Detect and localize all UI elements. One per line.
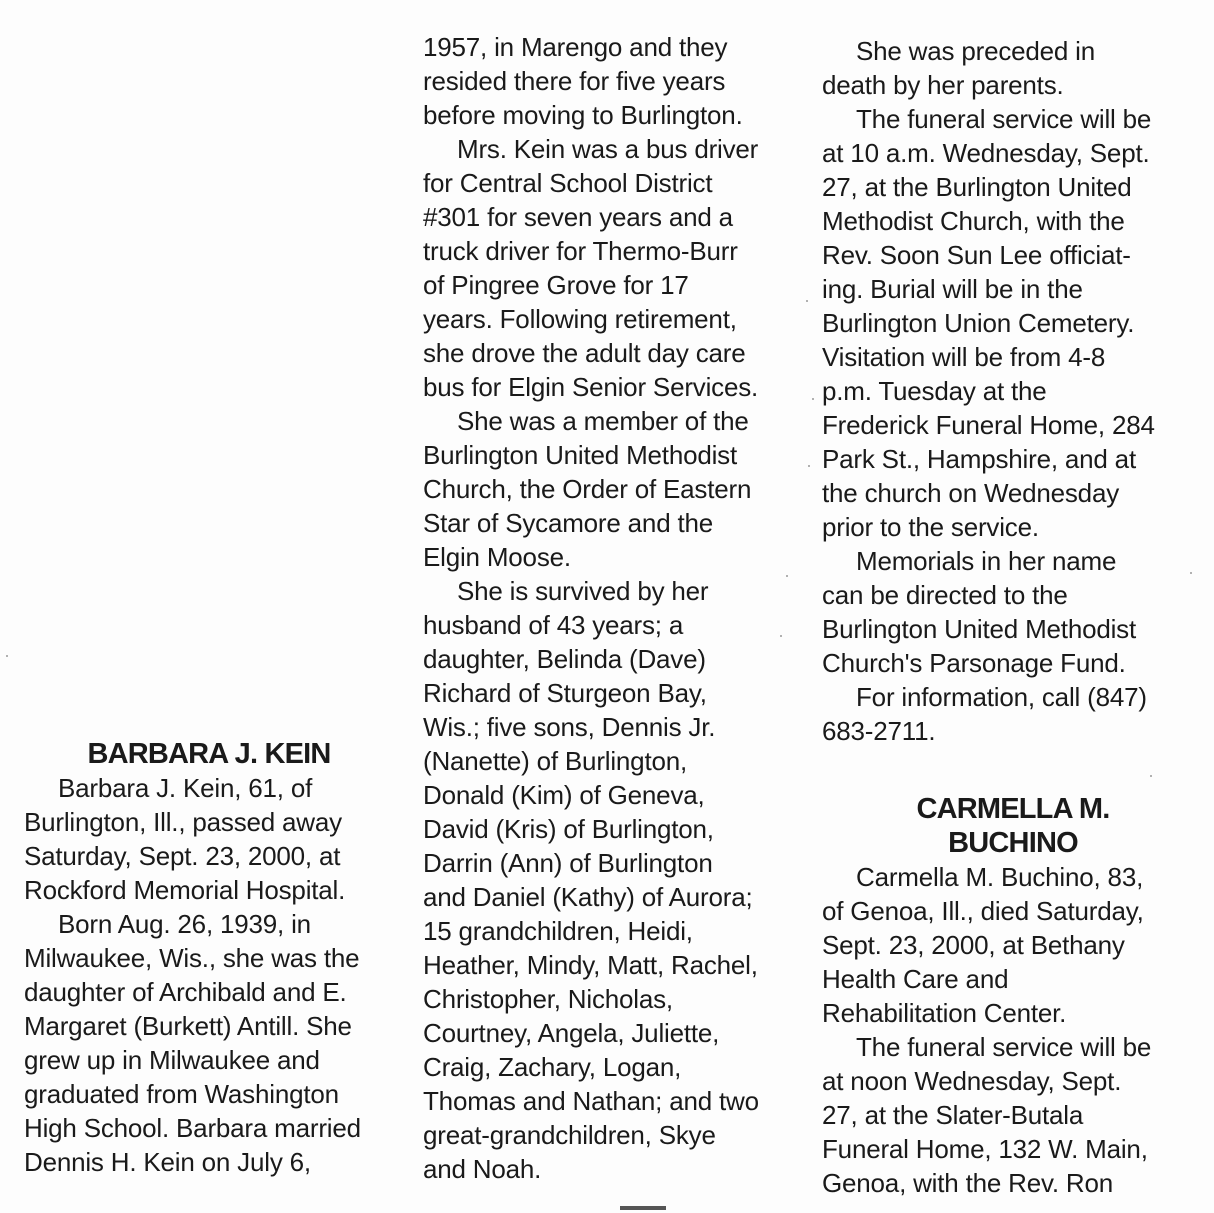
text-line: Milwaukee, Wis., she was the xyxy=(24,943,360,973)
text-line: Burlington United Methodist xyxy=(423,440,738,470)
text-line: Christopher, Nicholas, xyxy=(423,984,673,1014)
text-line: Church's Parsonage Fund. xyxy=(822,648,1126,678)
text-line: resided there for five years xyxy=(423,66,726,96)
text-line: 15 grandchildren, Heidi, xyxy=(423,916,693,946)
column-1 xyxy=(24,737,394,1179)
text-line: at noon Wednesday, Sept. xyxy=(822,1066,1122,1096)
text-line: Burlington Union Cemetery. xyxy=(822,308,1135,338)
text-line: daughter, Belinda (Dave) xyxy=(423,644,706,674)
text-line: the church on Wednesday xyxy=(822,478,1120,508)
text-line: Health Care and xyxy=(822,964,1009,994)
text-line: truck driver for Thermo-Burr xyxy=(423,236,738,266)
text-line: daughter of Archibald and E. xyxy=(24,977,347,1007)
text-line: she drove the adult day care xyxy=(423,338,746,368)
scan-speck xyxy=(806,300,808,302)
text-line: Heather, Mindy, Matt, Rachel, xyxy=(423,950,758,980)
text-line: Elgin Moose. xyxy=(423,542,571,572)
text-line: Church, the Order of Eastern xyxy=(423,474,752,504)
column-3 xyxy=(822,34,1194,1200)
text-line: Dennis H. Kein on July 6, xyxy=(24,1147,311,1177)
text-line: She was a member of the xyxy=(457,406,749,436)
text-line: Star of Sycamore and the xyxy=(423,508,714,538)
text-line: 683-2711. xyxy=(822,716,936,746)
headline-line: BUCHINO xyxy=(948,827,1078,859)
scan-speck xyxy=(786,575,788,577)
text-line: 27, at the Slater-Butala xyxy=(822,1100,1084,1130)
text-line: She was preceded in xyxy=(856,36,1096,66)
text-line: Rev. Soon Sun Lee officiat- xyxy=(822,240,1131,270)
text-line: for Central School District xyxy=(423,168,713,198)
text-line: (Nanette) of Burlington, xyxy=(423,746,688,776)
text-line: Mrs. Kein was a bus driver xyxy=(457,134,759,164)
text-line: and Noah. xyxy=(423,1154,542,1184)
text-line: years. Following retirement, xyxy=(423,304,737,334)
text-line: She is survived by her xyxy=(457,576,709,606)
text-line: of Genoa, Ill., died Saturday, xyxy=(822,896,1144,926)
text-line: prior to the service. xyxy=(822,512,1039,542)
text-line: Saturday, Sept. 23, 2000, at xyxy=(24,841,341,871)
obituary-headline-carmella-buchino xyxy=(822,792,1194,860)
text-line: ing. Burial will be in the xyxy=(822,274,1083,304)
scan-speck xyxy=(780,635,782,637)
text-line: Rehabilitation Center. xyxy=(822,998,1067,1028)
scan-speck xyxy=(1190,572,1192,574)
scan-speck xyxy=(812,398,814,400)
text-line: Thomas and Nathan; and two xyxy=(423,1086,759,1116)
text-line: grew up in Milwaukee and xyxy=(24,1045,320,1075)
text-line: Frederick Funeral Home, 284 xyxy=(822,410,1155,440)
column-rule xyxy=(620,1206,666,1210)
text-line: husband of 43 years; a xyxy=(423,610,684,640)
text-line: before moving to Burlington. xyxy=(423,100,743,130)
text-line: great-grandchildren, Skye xyxy=(423,1120,716,1150)
scan-speck xyxy=(808,465,810,467)
text-line: Richard of Sturgeon Bay, xyxy=(423,678,707,708)
text-line: Burlington, Ill., passed away xyxy=(24,807,342,837)
text-line: Funeral Home, 132 W. Main, xyxy=(822,1134,1148,1164)
text-line: graduated from Washington xyxy=(24,1079,339,1109)
text-line: can be directed to the xyxy=(822,580,1068,610)
text-line: Born Aug. 26, 1939, in xyxy=(58,909,311,939)
text-line: Courtney, Angela, Juliette, xyxy=(423,1018,720,1048)
text-line: The funeral service will be xyxy=(856,1032,1152,1062)
text-line: bus for Elgin Senior Services. xyxy=(423,372,759,402)
text-line: death by her parents. xyxy=(822,70,1064,100)
text-line: Genoa, with the Rev. Ron xyxy=(822,1168,1113,1198)
text-line: Methodist Church, with the xyxy=(822,206,1125,236)
column-2 xyxy=(423,30,795,1186)
text-line: Sept. 23, 2000, at Bethany xyxy=(822,930,1125,960)
scan-speck xyxy=(1150,775,1152,777)
text-line: Margaret (Burkett) Antill. She xyxy=(24,1011,352,1041)
text-line: 1957, in Marengo and they xyxy=(423,32,728,62)
text-line: Darrin (Ann) of Burlington xyxy=(423,848,713,878)
text-line: 27, at the Burlington United xyxy=(822,172,1132,202)
text-line: p.m. Tuesday at the xyxy=(822,376,1047,406)
text-line: of Pingree Grove for 17 xyxy=(423,270,689,300)
text-line: #301 for seven years and a xyxy=(423,202,733,232)
text-line: For information, call (847) xyxy=(856,682,1147,712)
text-line: and Daniel (Kathy) of Aurora; xyxy=(423,882,753,912)
text-line: Craig, Zachary, Logan, xyxy=(423,1052,682,1082)
text-line: at 10 a.m. Wednesday, Sept. xyxy=(822,138,1150,168)
obituary-headline-barbara-kein: BARBARA J. KEIN xyxy=(87,738,331,770)
text-line: Barbara J. Kein, 61, of xyxy=(58,773,313,803)
text-line: Carmella M. Buchino, 83, xyxy=(856,862,1144,892)
text-line: Visitation will be from 4-8 xyxy=(822,342,1106,372)
headline-line: CARMELLA M. xyxy=(916,793,1110,825)
text-line: Wis.; five sons, Dennis Jr. xyxy=(423,712,716,742)
text-line: The funeral service will be xyxy=(856,104,1152,134)
text-line: Donald (Kim) of Geneva, xyxy=(423,780,705,810)
text-line: Burlington United Methodist xyxy=(822,614,1137,644)
text-line: Park St., Hampshire, and at xyxy=(822,444,1136,474)
text-line: Rockford Memorial Hospital. xyxy=(24,875,346,905)
text-line: High School. Barbara married xyxy=(24,1113,361,1143)
scan-speck xyxy=(6,655,8,657)
text-line: David (Kris) of Burlington, xyxy=(423,814,714,844)
text-line: Memorials in her name xyxy=(856,546,1117,576)
